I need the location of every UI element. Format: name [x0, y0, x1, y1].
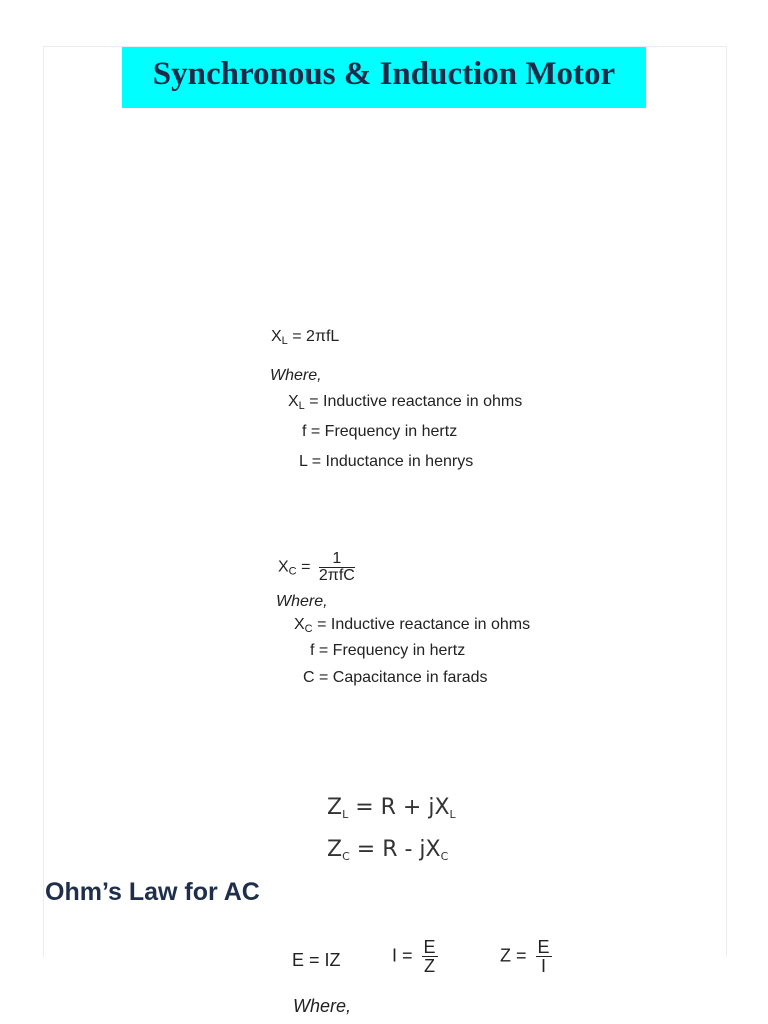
- formula-lhs: I =: [392, 945, 413, 966]
- fraction-numerator: 1: [319, 551, 355, 568]
- inductive-definition-xl: [288, 393, 522, 412]
- formula-fraction: [319, 551, 355, 584]
- definition-subscript: L: [298, 400, 305, 412]
- definition-symbol: X: [288, 393, 299, 410]
- definition-text: = Inductive reactance in ohms: [309, 393, 523, 410]
- capacitive-definition-f: f = Frequency in hertz: [310, 642, 466, 659]
- formula-rhs: = R - jX: [356, 837, 441, 862]
- fraction-numerator: E: [423, 937, 436, 957]
- formula-equals: =: [301, 558, 311, 576]
- section-heading-ohms-law: Ohm’s Law for AC: [45, 878, 260, 906]
- ohms-law-where-label: Where,: [293, 996, 352, 1016]
- formula-rhs: = 2πfL: [292, 328, 340, 345]
- capacitive-where-label: Where,: [276, 593, 328, 610]
- inductive-reactance-formula: [271, 328, 339, 347]
- formula-symbol: Z: [327, 795, 343, 820]
- definition-subscript: C: [304, 623, 313, 635]
- formula-rhs-subscript: C: [440, 850, 449, 863]
- fraction-denominator: Z: [424, 956, 436, 976]
- ohms-law-eq-i: [392, 938, 438, 975]
- ohms-law-eq-z: [500, 938, 552, 975]
- formula-rhs-subscript: L: [449, 808, 456, 821]
- ohms-law-eq-e: E = IZ: [292, 950, 341, 970]
- formula-fraction: [422, 938, 438, 975]
- formula-symbol: X: [278, 558, 289, 576]
- formula-symbol: Z: [327, 837, 343, 862]
- formula-symbol: X: [271, 328, 282, 345]
- inductive-definition-l: L = Inductance in henrys: [299, 453, 474, 470]
- formula-subscript: C: [288, 565, 297, 578]
- page-title: Synchronous & Induction Motor: [122, 47, 646, 108]
- capacitive-impedance-formula: [327, 837, 448, 863]
- fraction-denominator: 2πfC: [318, 567, 355, 584]
- fraction-numerator: E: [537, 937, 550, 957]
- definition-text: = Inductive reactance in ohms: [317, 616, 531, 633]
- fraction-denominator: I: [541, 956, 547, 976]
- formula-rhs: = R + jX: [355, 795, 450, 820]
- definition-symbol: X: [294, 616, 305, 633]
- capacitive-definition-xc: [294, 616, 530, 635]
- formula-lhs: Z =: [500, 945, 527, 966]
- capacitive-reactance-formula: [278, 551, 355, 584]
- formula-fraction: [536, 938, 552, 975]
- formula-subscript: C: [342, 850, 350, 863]
- formula-subscript: L: [281, 335, 288, 347]
- capacitive-definition-c: C = Capacitance in farads: [303, 669, 488, 686]
- inductive-definition-f: f = Frequency in hertz: [302, 423, 458, 440]
- formula-subscript: L: [342, 808, 349, 821]
- inductive-where-label: Where,: [270, 367, 322, 384]
- inductive-impedance-formula: [327, 795, 456, 821]
